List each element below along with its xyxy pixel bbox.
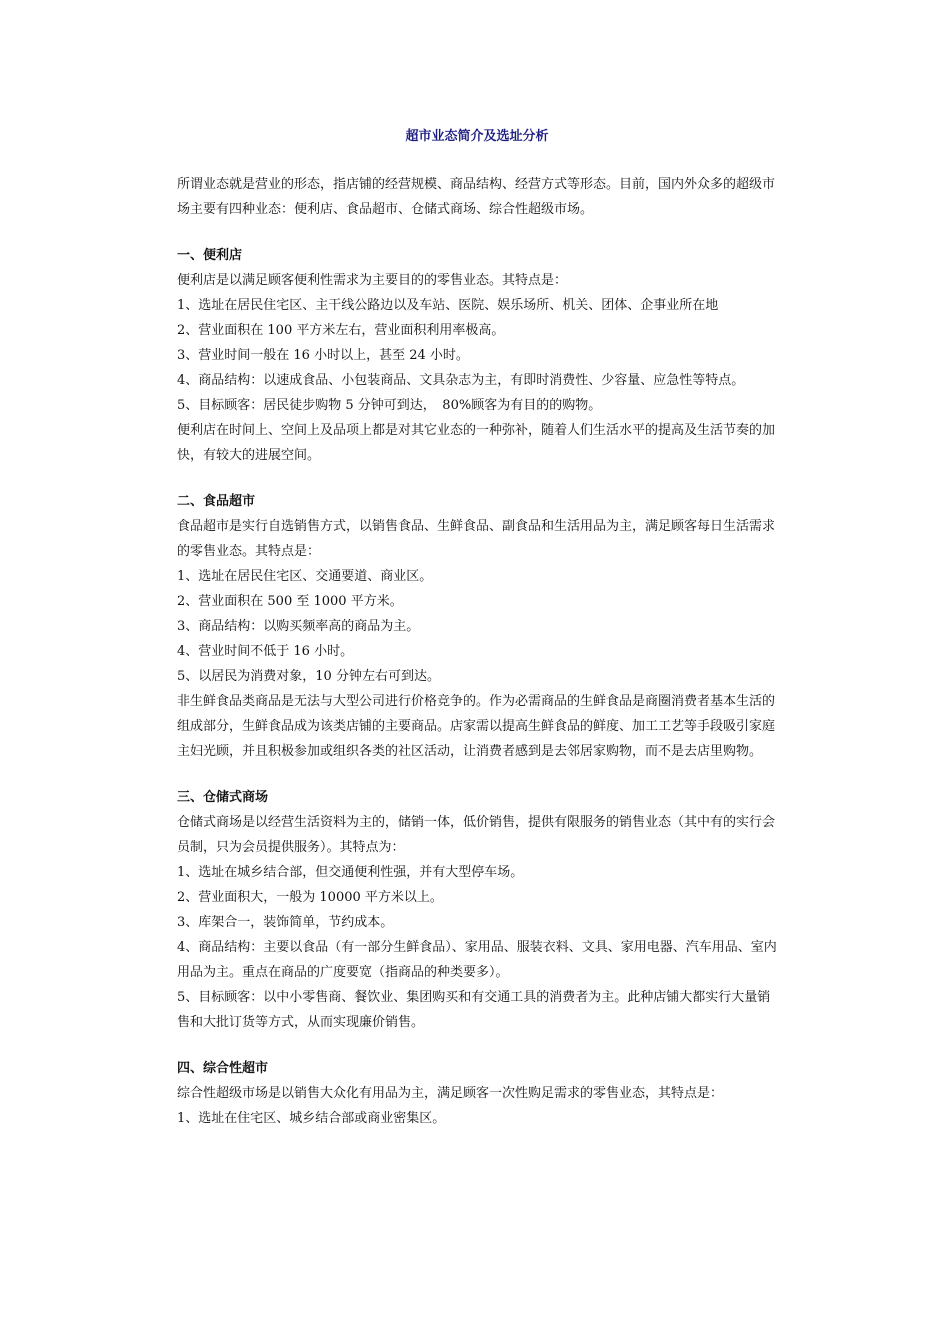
feature-item: 1、选址在居民住宅区、交通要道、商业区。 [177, 569, 433, 584]
section-warehouse-store [177, 785, 777, 1035]
section-paragraph: 仓储式商场是以经营生活资料为主的，储销一体，低价销售，提供有限服务的销售业态（其中有的实行会员制，只为会员提供服务）。其特点为： [177, 815, 776, 855]
feature-item: 1、选址在居民住宅区、主干线公路边以及车站、医院、娱乐场所、机关、团体、企事业所在地 [177, 298, 719, 313]
feature-item: 2、营业面积大，一般为 10000 平方米以上。 [177, 890, 443, 905]
document-title: 超市业态简介及选址分析 [405, 129, 549, 144]
feature-item: 2、营业面积在 100 平方米左右，营业面积利用率极高。 [177, 323, 505, 338]
document-page [177, 126, 777, 1131]
section-paragraph: 便利店在时间上、空间上及品项上都是对其它业态的一种弥补，随着人们生活水平的提高及生活节奏的加快，有较大的进展空间。 [177, 423, 776, 463]
feature-item: 1、选址在城乡结合部，但交通便利性强，并有大型停车场。 [177, 865, 524, 880]
section-paragraph: 非生鲜食品类商品是无法与大型公司进行价格竞争的。作为必需商品的生鲜食品是商圈消费者基本生活的组成部分，生鲜食品成为该类店铺的主要商品。店家需以提高生鲜食品的鲜度、加工工艺等手段吸引家庭主妇光顾，并且积极参加或组织各类的社区活动，让消费者感到是去邻居家购物，而不是去店里购物。 [177, 694, 776, 759]
section-heading: 四、综合性超市 [177, 1061, 269, 1076]
feature-item: 5、目标顾客：居民徒步购物 5 分钟可到达， 80%顾客为有目的的购物。 [177, 398, 602, 413]
section-paragraph: 食品超市是实行自选销售方式，以销售食品、生鲜食品、副食品和生活用品为主，满足顾客每日生活需求的零售业态。其特点是： [177, 519, 776, 559]
feature-item: 1、选址在住宅区、城乡结合部或商业密集区。 [177, 1111, 446, 1126]
feature-item: 2、营业面积在 500 至 1000 平方米。 [177, 594, 403, 609]
section-heading: 二、食品超市 [177, 494, 256, 509]
section-heading: 一、便利店 [177, 248, 243, 263]
section-food-supermarket [177, 489, 777, 764]
section-hypermarket [177, 1056, 777, 1131]
feature-item: 4、商品结构：以速成食品、小包装商品、文具杂志为主，有即时消费性、少容量、应急性等特点。 [177, 373, 745, 388]
feature-item: 4、商品结构：主要以食品（有一部分生鲜食品）、家用品、服装衣料、文具、家用电器、汽车用品、室内用品为主。重点在商品的广度要宽（指商品的种类要多）。 [177, 940, 777, 980]
intro-paragraph: 所谓业态就是营业的形态，指店铺的经营规模、商品结构、经营方式等形态。目前，国内外众多的超级市场主要有四种业态：便利店、食品超市、仓储式商场、综合性超级市场。 [177, 177, 776, 217]
feature-item: 3、营业时间一般在 16 小时以上，甚至 24 小时。 [177, 348, 469, 363]
feature-item: 4、营业时间不低于 16 小时。 [177, 644, 354, 659]
feature-item: 5、目标顾客：以中小零售商、餐饮业、集团购买和有交通工具的消费者为主。此种店铺大都实行大量销售和大批订货等方式，从而实现廉价销售。 [177, 990, 771, 1030]
feature-item: 3、库架合一，装饰简单，节约成本。 [177, 915, 394, 930]
feature-item: 3、商品结构：以购买频率高的商品为主。 [177, 619, 420, 634]
feature-item: 5、以居民为消费对象，10 分钟左右可到达。 [177, 669, 440, 684]
section-paragraph: 综合性超级市场是以销售大众化有用品为主，满足顾客一次性购足需求的零售业态，其特点是： [177, 1086, 724, 1101]
section-heading: 三、仓储式商场 [177, 790, 269, 805]
section-convenience-store [177, 243, 777, 468]
section-paragraph: 便利店是以满足顾客便利性需求为主要目的的零售业态。其特点是： [177, 273, 568, 288]
